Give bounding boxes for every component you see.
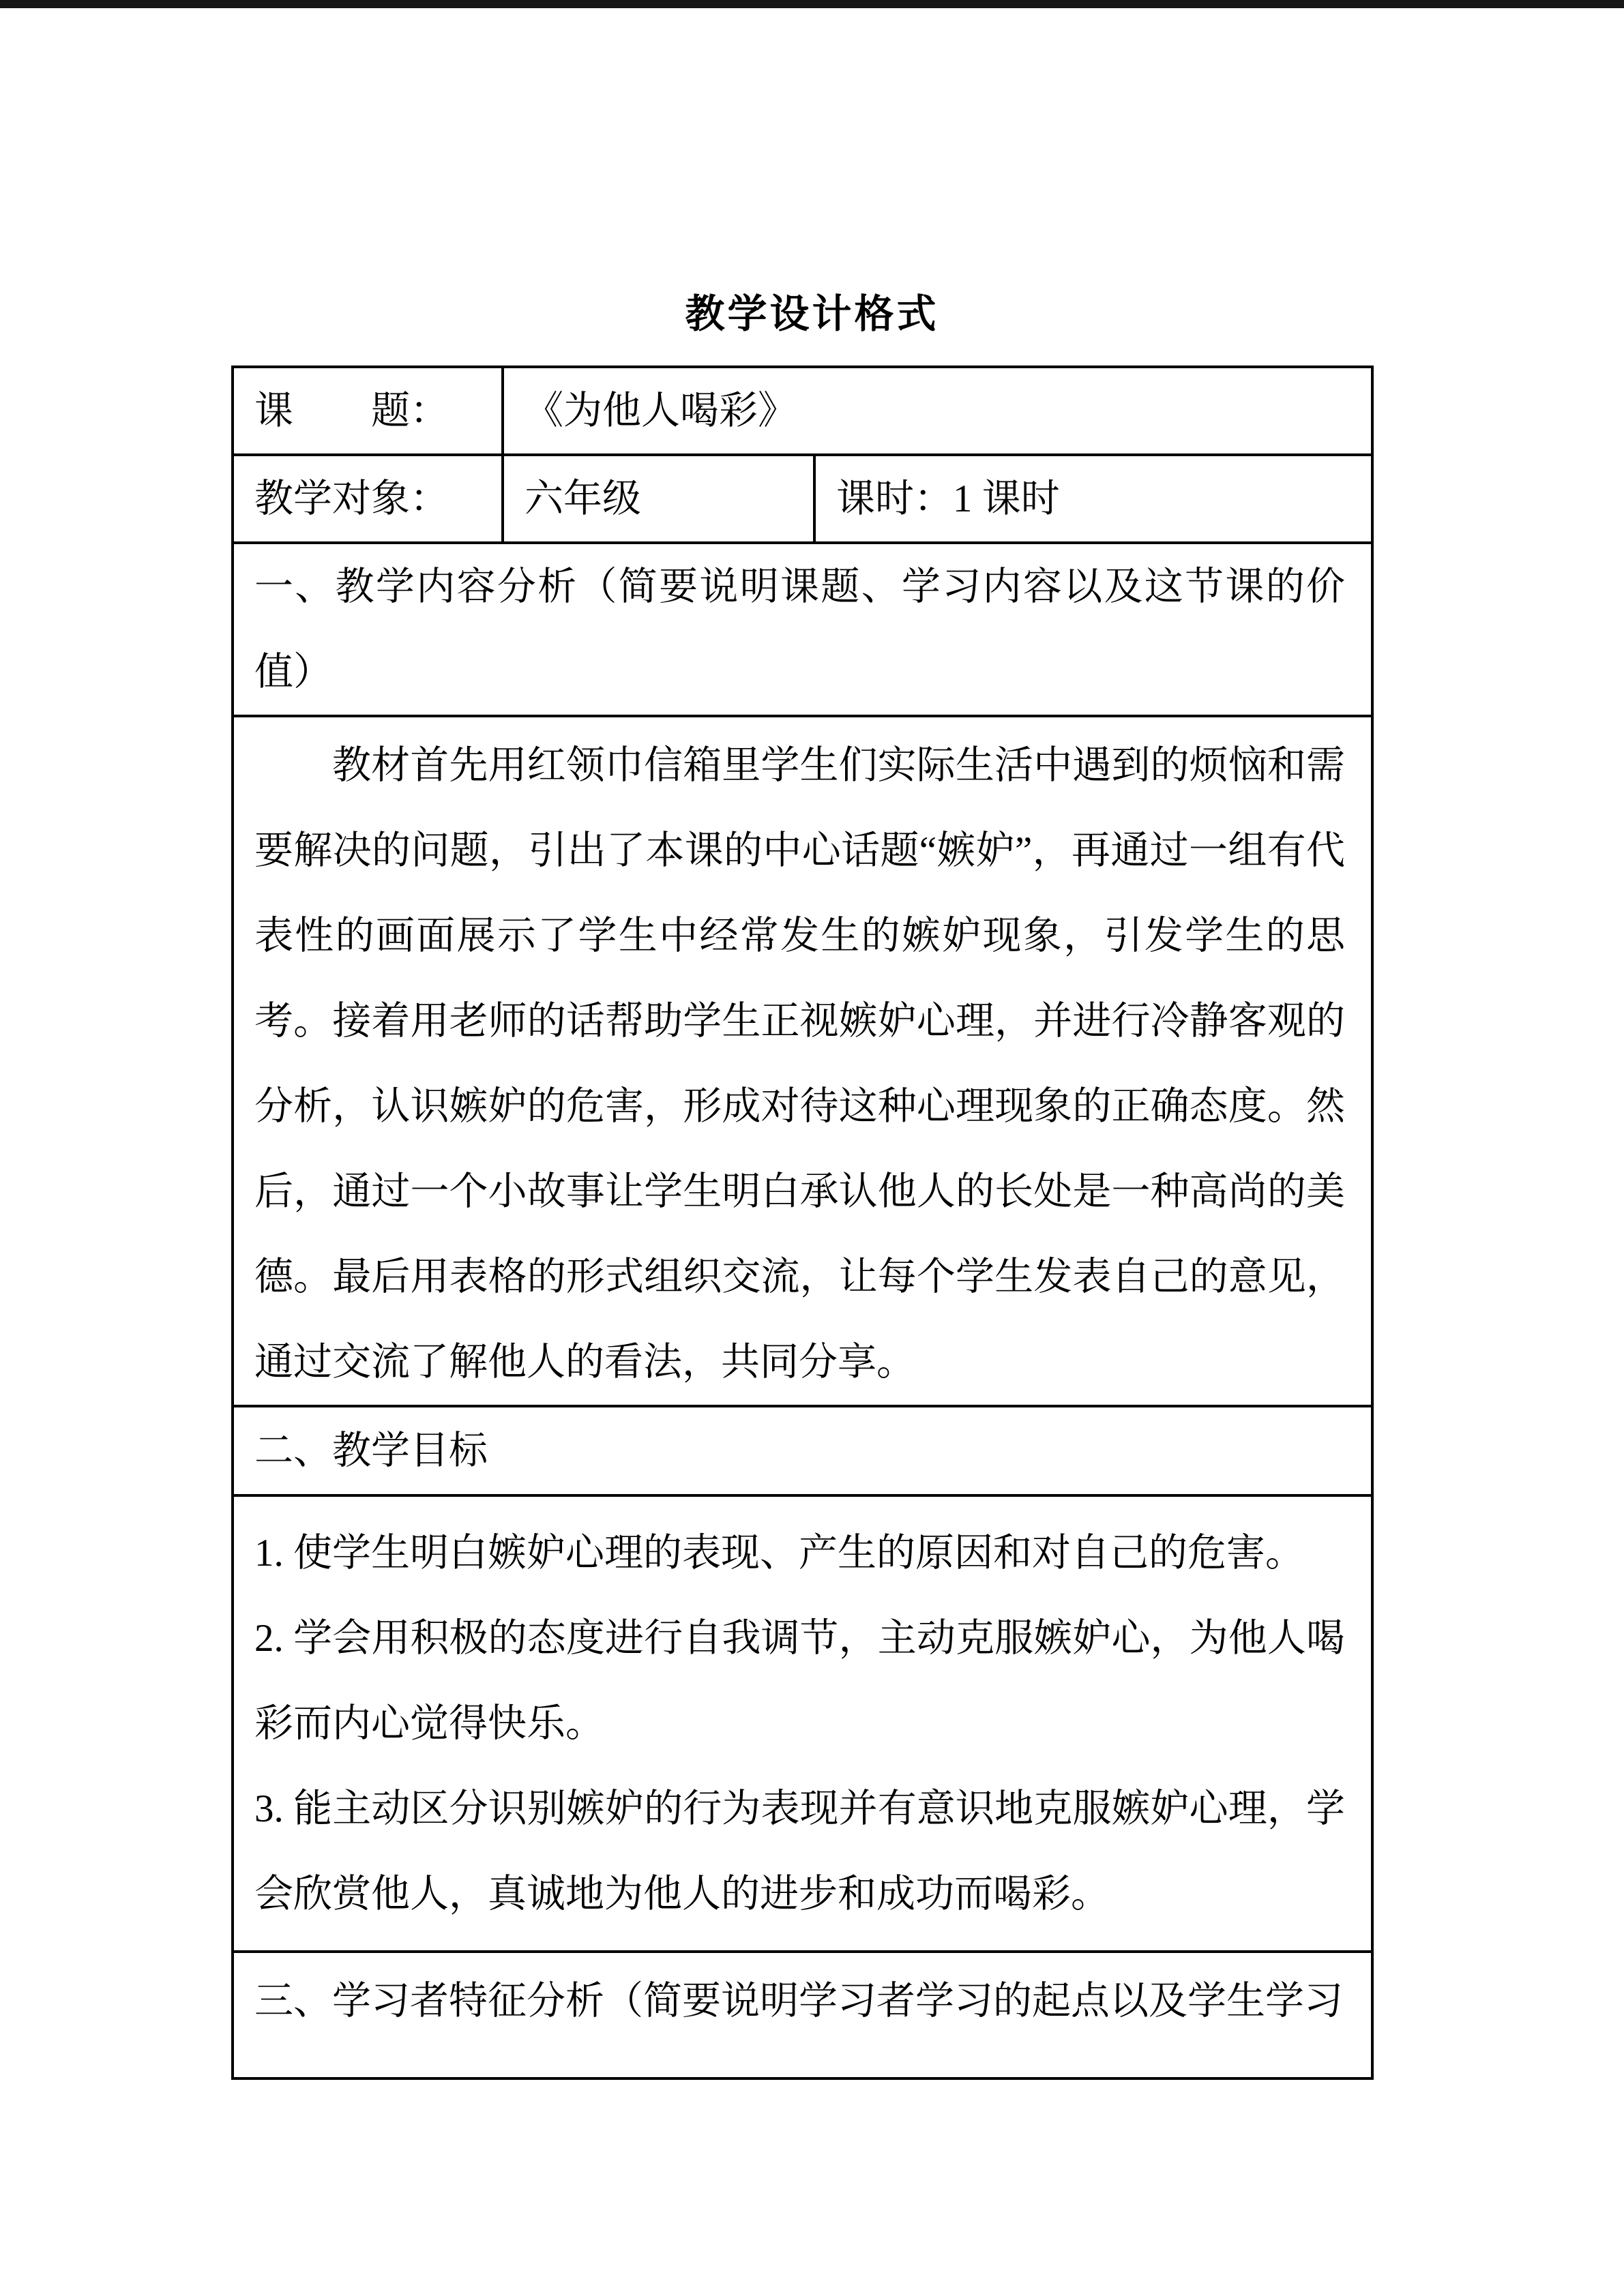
course-title-value-cell — [503, 367, 1372, 455]
section3-heading-row — [233, 1952, 1372, 2078]
class-period-cell — [814, 455, 1372, 543]
audience-grade-cell — [503, 455, 814, 543]
goal-item-1: 1. 使学生明白嫉妒心理的表现、产生的原因和对自己的危害。 — [254, 1532, 1304, 1575]
teaching-goals-cell — [233, 1495, 1372, 1952]
course-title-label: 课 题： — [254, 389, 449, 432]
section1-heading-row — [233, 543, 1372, 716]
scan-top-edge-bar — [0, 0, 1624, 8]
section1-body-row — [233, 716, 1372, 1406]
lesson-plan-table — [231, 366, 1374, 2080]
section1-heading-cell — [233, 543, 1372, 716]
section1-body-cell — [233, 716, 1372, 1406]
goal-item-2: 2. 学会用积极的态度进行自我调节，主动克服嫉妒心，为他人喝彩而内心觉得快乐。 — [254, 1617, 1345, 1745]
class-period: 课时：1 课时 — [836, 477, 1060, 520]
course-title-label-cell — [233, 367, 503, 455]
section1-heading: 一、教学内容分析（简要说明课题、学习内容以及这节课的价值） — [254, 565, 1345, 694]
audience-label: 教学对象： — [254, 477, 449, 520]
section3-heading-cell — [233, 1952, 1372, 2078]
audience-row — [233, 455, 1372, 543]
goal-item-3: 3. 能主动区分识别嫉妒的行为表现并有意识地克服嫉妒心理，学会欣赏他人，真诚地为他人的进步和成功而喝彩。 — [254, 1787, 1345, 1915]
audience-grade: 六年级 — [525, 477, 641, 520]
section3-heading: 三、学习者特征分析（简要说明学习者学习的起点以及学生学习 — [254, 1980, 1343, 2023]
teaching-goals-row — [233, 1495, 1372, 1952]
section2-heading: 二、教学目标 — [254, 1429, 488, 1472]
audience-label-cell — [233, 455, 503, 543]
section2-heading-row — [233, 1406, 1372, 1495]
section2-heading-cell — [233, 1406, 1372, 1495]
section1-paragraph: 教材首先用红领巾信箱里学生们实际生活中遇到的烦恼和需要解决的问题，引出了本课的中心话题“嫉妒”，再通过一组有代表性的画面展示了学生中经常发生的嫉妒现象，引发学生的思考。接着用老师的话帮助学生正视嫉妒心理，并进行冷静客观的分析，认识嫉妒的危害，形成对待这种心理现象的正确态度。然后，通过一个小故事让学生明白承认他人的长处是一种高尚的美德。最后用表格的形式组织交流，让每个学生发表自己的意见，通过交流了解他人的看法，共同分享。 — [254, 744, 1345, 1384]
document-title: 教学设计格式 — [685, 292, 939, 336]
course-title-value: 《为他人喝彩》 — [525, 389, 797, 432]
course-title-row — [233, 367, 1372, 455]
